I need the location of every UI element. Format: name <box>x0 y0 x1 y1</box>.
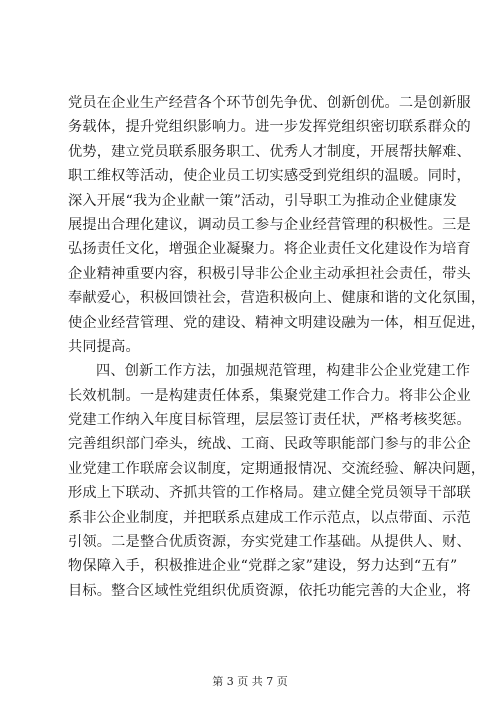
text-line: 弘扬责任文化，增强企业凝聚力。将企业责任文化建设作为培育 <box>68 241 471 258</box>
page-number-footer: 第 3 页 共 7 页 <box>212 675 288 688</box>
text-line: 展提出合理化建议，调动员工参与企业经营管理的积极性。三是 <box>68 216 471 233</box>
text-line: 党员在企业生产经营各个环节创先争优、创新创优。二是创新服 <box>68 95 471 111</box>
text-line: 长效机制。一是构建责任体系，集聚党建工作合力。将非公企业 <box>68 387 471 404</box>
text-line: 深入开展“我为企业献一策”活动，引导职工为推动企业健康发 <box>68 192 457 209</box>
text-line: 系非公企业制度，并把联系点建成工作示范点，以点带面、示范 <box>68 509 471 526</box>
text-line: 党建工作纳入年度目标管理，层层签订责任状，严格考核奖惩。 <box>68 412 471 429</box>
paragraph-start-line: 四、创新工作方法，加强规范管理，构建非公企业党建工作 <box>96 363 471 380</box>
text-line: 奉献爱心，积极回馈社会，营造积极向上、健康和谐的文化氛围， <box>68 290 486 307</box>
text-line: 业党建工作联席会议制度，定期通报情况、交流经验、解决问题， <box>68 460 486 477</box>
text-line: 引领。二是整合优质资源，夯实党建工作基础。从提供人、财、 <box>68 534 471 551</box>
text-line: 使企业经营管理、党的建设、精神文明建设融为一体，相互促进， <box>68 314 486 331</box>
text-line: 务载体，提升党组织影响力。进一步发挥党组织密切联系群众的 <box>68 119 471 136</box>
text-line: 形成上下联动、齐抓共管的工作格局。建立健全党员领导干部联 <box>68 485 471 502</box>
text-line: 完善组织部门牵头，统战、工商、民政等职能部门参与的非公企 <box>68 436 471 453</box>
body-text <box>68 91 486 603</box>
text-line: 企业精神重要内容，积极引导非公企业主动承担社会责任，带头 <box>68 265 471 282</box>
text-line: 优势，建立党员联系服务职工、优秀人才制度，开展帮扶解难、 <box>68 143 471 160</box>
text-line: 物保障入手，积极推进企业“党群之家”建设，努力达到“五有” <box>68 558 458 575</box>
text-line: 目标。整合区域性党组织优质资源，依托功能完善的大企业，将 <box>68 582 471 599</box>
text-line: 共同提高。 <box>68 338 140 355</box>
text-line: 职工维权等活动，使企业员工切实感受到党组织的温暖。同时， <box>68 168 471 185</box>
